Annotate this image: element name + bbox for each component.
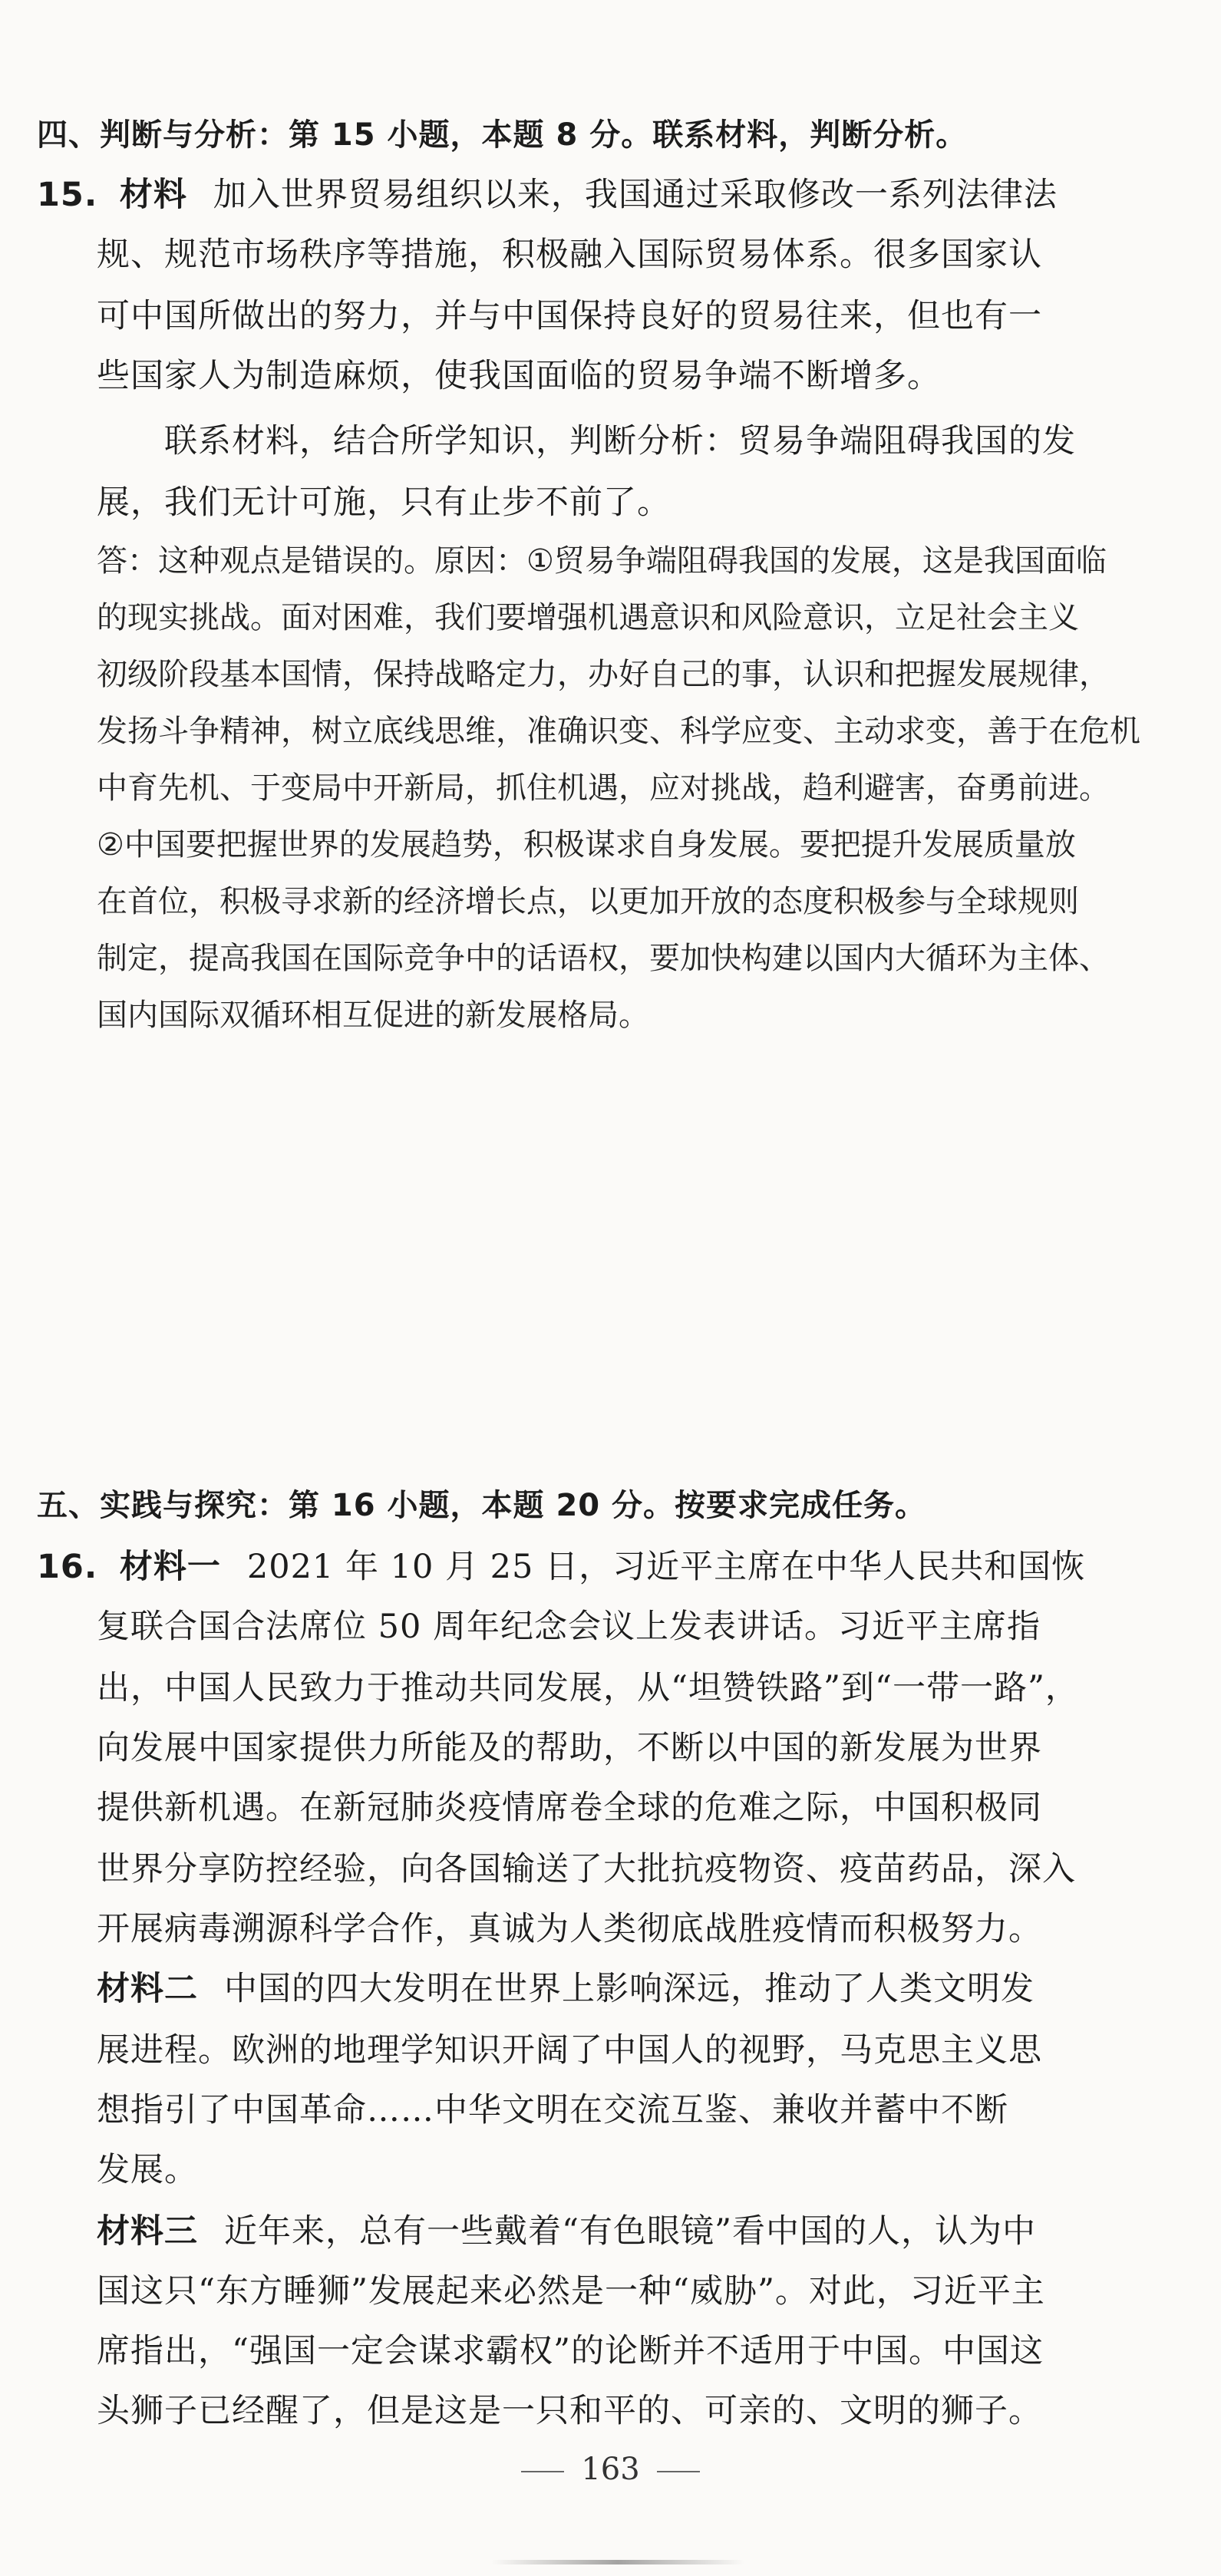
- q16-material-1-line: 世界分享防控经验，向各国输送了大批抗疫物资、疫苗药品，深入: [97, 1850, 1076, 1888]
- q16-material-3-line: 近年来，总有一些戴着“有色眼镜”看中国的人，认为中: [224, 2212, 1036, 2251]
- q15-material-line: 规、规范市场秩序等措施，积极融入国际贸易体系。很多国家认: [97, 236, 1042, 274]
- q15-number: 15.: [37, 176, 98, 214]
- q16-material-1-line: 提供新机遇。在新冠肺炎疫情席卷全球的危难之际，中国积极同: [97, 1789, 1042, 1827]
- q16-material-3-label: 材料三: [97, 2212, 198, 2251]
- q15-answer-line: 答：这种观点是错误的。原因：①贸易争端阻碍我国的发展，这是我国面临: [97, 543, 1107, 579]
- q15-answer-line: 初级阶段基本国情，保持战略定力，办好自己的事，认识和把握发展规律，: [97, 657, 1110, 692]
- q15-answer-line: 国内国际双循环相互促进的新发展格局。: [97, 998, 649, 1033]
- q15-answer-line: 在首位，积极寻求新的经济增长点，以更加开放的态度积极参与全球规则: [97, 884, 1079, 919]
- page-bottom-shadow: [491, 2560, 744, 2564]
- q16-material-1-line: 开展病毒溯源科学合作，真诚为人类彻底战胜疫情而积极努力。: [97, 1910, 1042, 1948]
- section-5-heading: 五、实践与探究：第 16 小题，本题 20 分。按要求完成任务。: [37, 1488, 927, 1523]
- q15-task-line: 联系材料，结合所学知识，判断分析：贸易争端阻碍我国的发: [164, 422, 1076, 460]
- q16-material-2-line: 中国的四大发明在世界上影响深远，推动了人类文明发: [224, 1970, 1035, 2008]
- q16-material-1-label: 材料一: [119, 1548, 221, 1586]
- q15-answer-line: 制定，提高我国在国际竞争中的话语权，要加快构建以国内大循环为主体、: [97, 941, 1110, 976]
- q15-material-line: 些国家人为制造麻烦，使我国面临的贸易争端不断增多。: [97, 357, 941, 395]
- q16-material-1-line: 向发展中国家提供力所能及的帮助，不断以中国的新发展为世界: [97, 1729, 1042, 1767]
- footer-dash-right: [657, 2471, 700, 2472]
- q15-material-line: 可中国所做出的努力，并与中国保持良好的贸易往来，但也有一: [97, 297, 1042, 335]
- q16-material-3-line: 国这只“东方睡狮”发展起来必然是一种“威胁”。对此，习近平主: [97, 2272, 1045, 2310]
- q16-material-3-first-line: [97, 2210, 1036, 2253]
- q16-first-line: [37, 1545, 1085, 1588]
- q16-material-2-line: 发展。: [97, 2151, 198, 2189]
- section-4-heading: 四、判断与分析：第 15 小题，本题 8 分。联系材料，判断分析。: [37, 117, 968, 153]
- q16-number: 16.: [37, 1548, 98, 1586]
- q15-answer-line: 的现实挑战。面对困难，我们要增强机遇意识和风险意识，立足社会主义: [97, 600, 1079, 635]
- q16-material-3-line: 头狮子已经醒了，但是这是一只和平的、可亲的、文明的狮子。: [97, 2392, 1042, 2430]
- footer-dash-left: [521, 2471, 564, 2472]
- q16-material-1-line: 复联合国合法席位 50 周年纪念会议上发表讲话。习近平主席指: [97, 1608, 1041, 1646]
- q16-material-1-line: 2021 年 10 月 25 日，习近平主席在中华人民共和国恢: [246, 1548, 1086, 1586]
- page-number: 163: [581, 2452, 640, 2487]
- q15-answer-line: ②中国要把握世界的发展趋势，积极谋求自身发展。要把提升发展质量放: [97, 827, 1076, 863]
- q15-answer-line: 发扬斗争精神，树立底线思维，准确识变、科学应变、主动求变，善于在危机: [97, 714, 1140, 749]
- q15-task-line: 展，我们无计可施，只有止步不前了。: [97, 483, 671, 522]
- q16-material-2-line: 想指引了中国革命……中华文明在交流互鉴、兼收并蓄中不断: [97, 2091, 1008, 2129]
- q15-material-line: 加入世界贸易组织以来，我国通过采取修改一系列法律法: [213, 176, 1058, 214]
- q16-material-2-line: 展进程。欧洲的地理学知识开阔了中国人的视野，马克思主义思: [97, 2031, 1042, 2070]
- q16-material-2-label: 材料二: [97, 1970, 198, 2008]
- page-footer: [0, 2448, 1221, 2491]
- q15-material-label: 材料: [119, 176, 187, 214]
- q16-material-2-first-line: [97, 1967, 1035, 2010]
- q16-material-1-line: 出，中国人民致力于推动共同发展，从“坦赞铁路”到“一带一路”，: [97, 1669, 1079, 1707]
- q15-first-line: [37, 173, 1058, 216]
- q15-answer-line: 中育先机、于变局中开新局，抓住机遇，应对挑战，趋利避害，奋勇前进。: [97, 770, 1110, 806]
- q16-material-3-line: 席指出，“强国一定会谋求霸权”的论断并不适用于中国。中国这: [97, 2332, 1044, 2370]
